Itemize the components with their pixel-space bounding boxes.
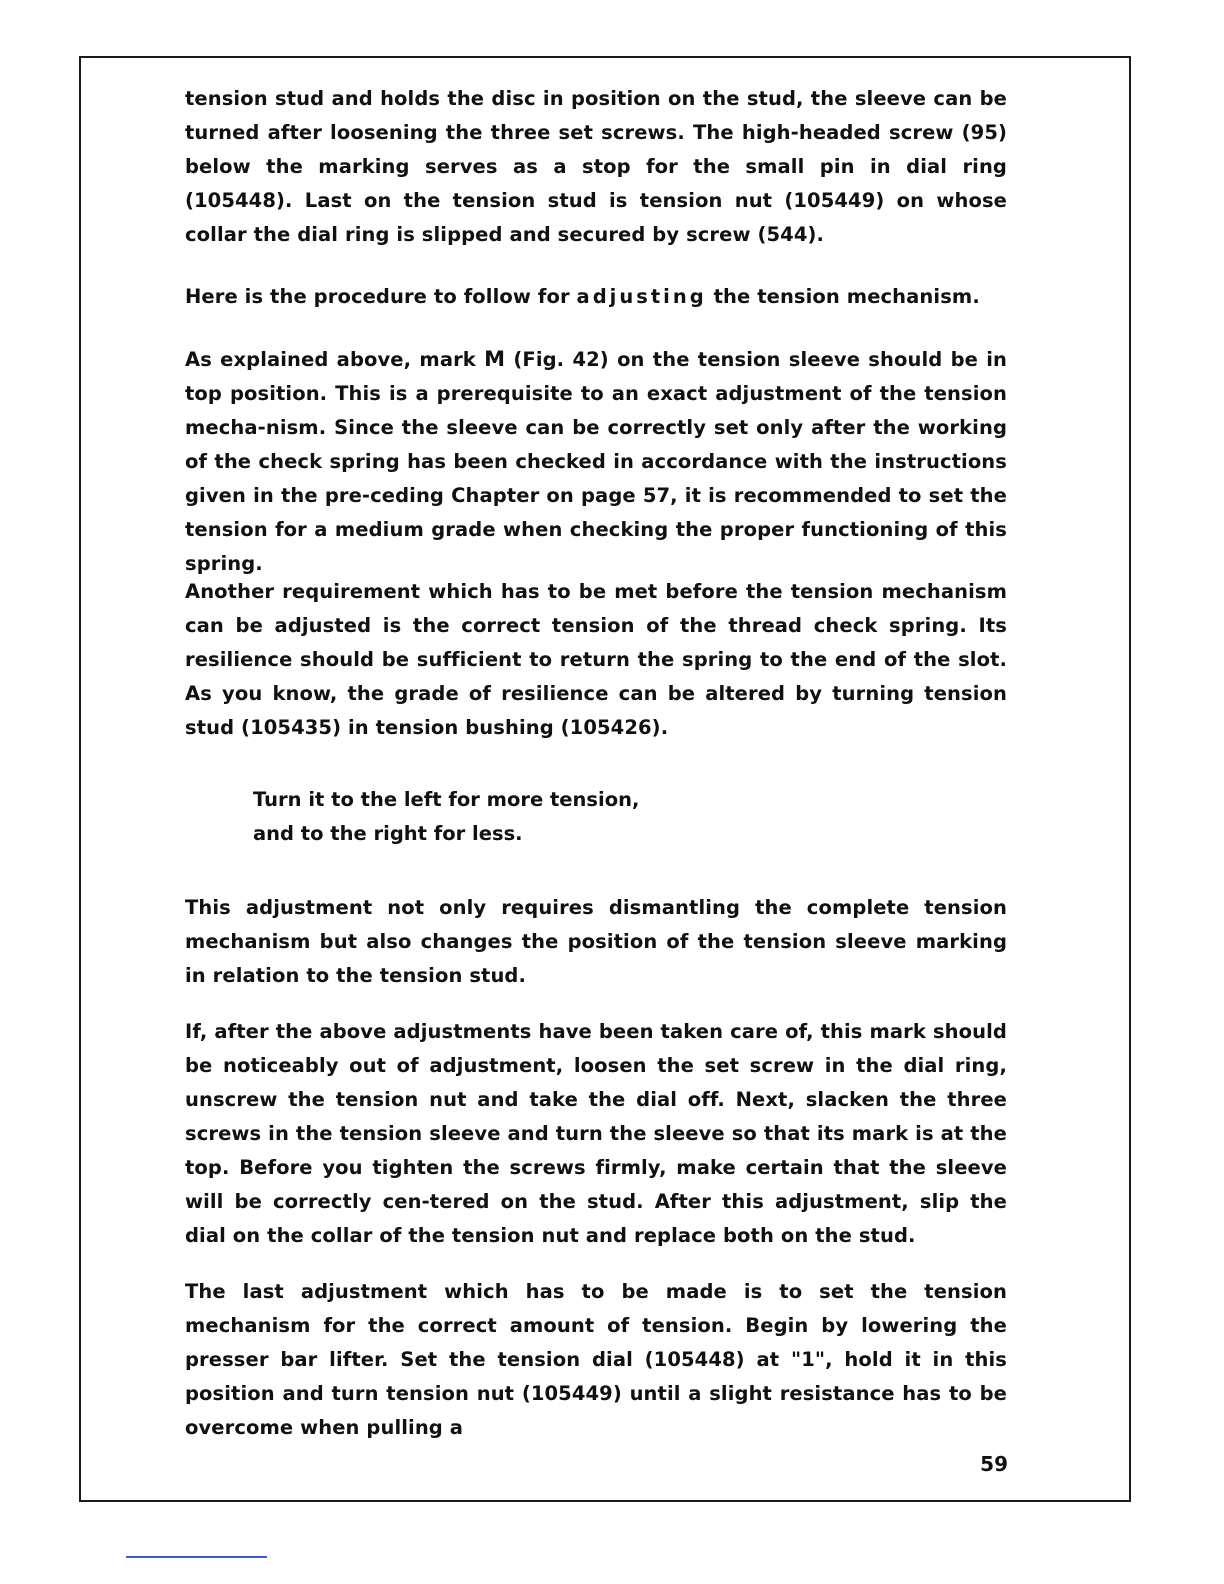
paragraph-text: The last adjustment which has to be made is to set the tension mechanism for the correct amount of tension. Begin by lowering the presser bar lifter. Set the tension dial (105448) at "1", hold it in this position and turn tension nut (105449) until a slight resistance has to be overcome when pulling a: [185, 1280, 1007, 1439]
paragraph-text: the tension mechanism.: [706, 285, 980, 308]
paragraph-tension-stud: [185, 82, 1007, 252]
paragraph-text: Another requirement which has to be met before the tension mechanism can be adjusted is the correct tension of the thread check spring. Its resilience should be sufficient to return the spring to the end of the slot. As you know, the grade of resilience can be altered by turning tension stud (105435) in tension bushing (105426).: [185, 580, 1007, 739]
page-number: 59: [980, 1452, 1008, 1476]
paragraph-text: As explained above, mark: [185, 348, 485, 371]
paragraph-check-spring: [185, 575, 1007, 745]
paragraph-readjust-mark: [185, 1015, 1007, 1253]
paragraph-text: tension stud and holds the disc in position on the stud, the sleeve can be turned after loosening the three set screws. The high-headed screw (95) below the marking serves as a stop for the small pin in dial ring (105448). Last on the tension stud is tension nut (105449) on whose collar the dial ring is slipped and secured by screw (544).: [185, 87, 1007, 246]
paragraph-final-adjustment: [185, 1275, 1007, 1445]
paragraph-text: This adjustment not only requires dismantling the complete tension mechanism but also changes the position of the tension sleeve marking in relation to the tension stud.: [185, 896, 1007, 987]
paragraph-text: (Fig. 42) on the tension sleeve should be in top position. This is a prerequisite to an exact adjustment of the tension mecha-nism. Since the sleeve can be correctly set only after the working of the check spring has been checked in accordance with the instructions given in the pre-ceding Chapter on page 57, it is recommended to set the tension for a medium grade when checking the proper functioning of this spring.: [185, 348, 1007, 575]
indented-instruction: [253, 783, 853, 851]
emphasized-word: adjusting: [576, 285, 707, 308]
paragraph-procedure-intro: [185, 280, 1007, 314]
paragraph-dismantling: [185, 891, 1007, 993]
paragraph-text: Here is the procedure to follow for: [185, 285, 577, 308]
instruction-line: Turn it to the left for more tension,: [253, 788, 640, 811]
instruction-line: and to the right for less.: [253, 822, 523, 845]
paragraph-mark-m: [185, 342, 1007, 581]
footer-link-rule[interactable]: [126, 1556, 267, 1558]
paragraph-text: If, after the above adjustments have been taken care of, this mark should be noticeably out of adjustment, loosen the set screw in the dial ring, unscrew the tension nut and take the dial off. Next, slacken the three screws in the tension sleeve and turn the sleeve so that its mark is at the top. Before you tighten the screws firmly, make certain that the sleeve will be correctly cen-tered on the stud. After this adjustment, slip the dial on the collar of the tension nut and replace both on the stud.: [185, 1020, 1007, 1247]
mark-letter: M: [484, 347, 506, 371]
